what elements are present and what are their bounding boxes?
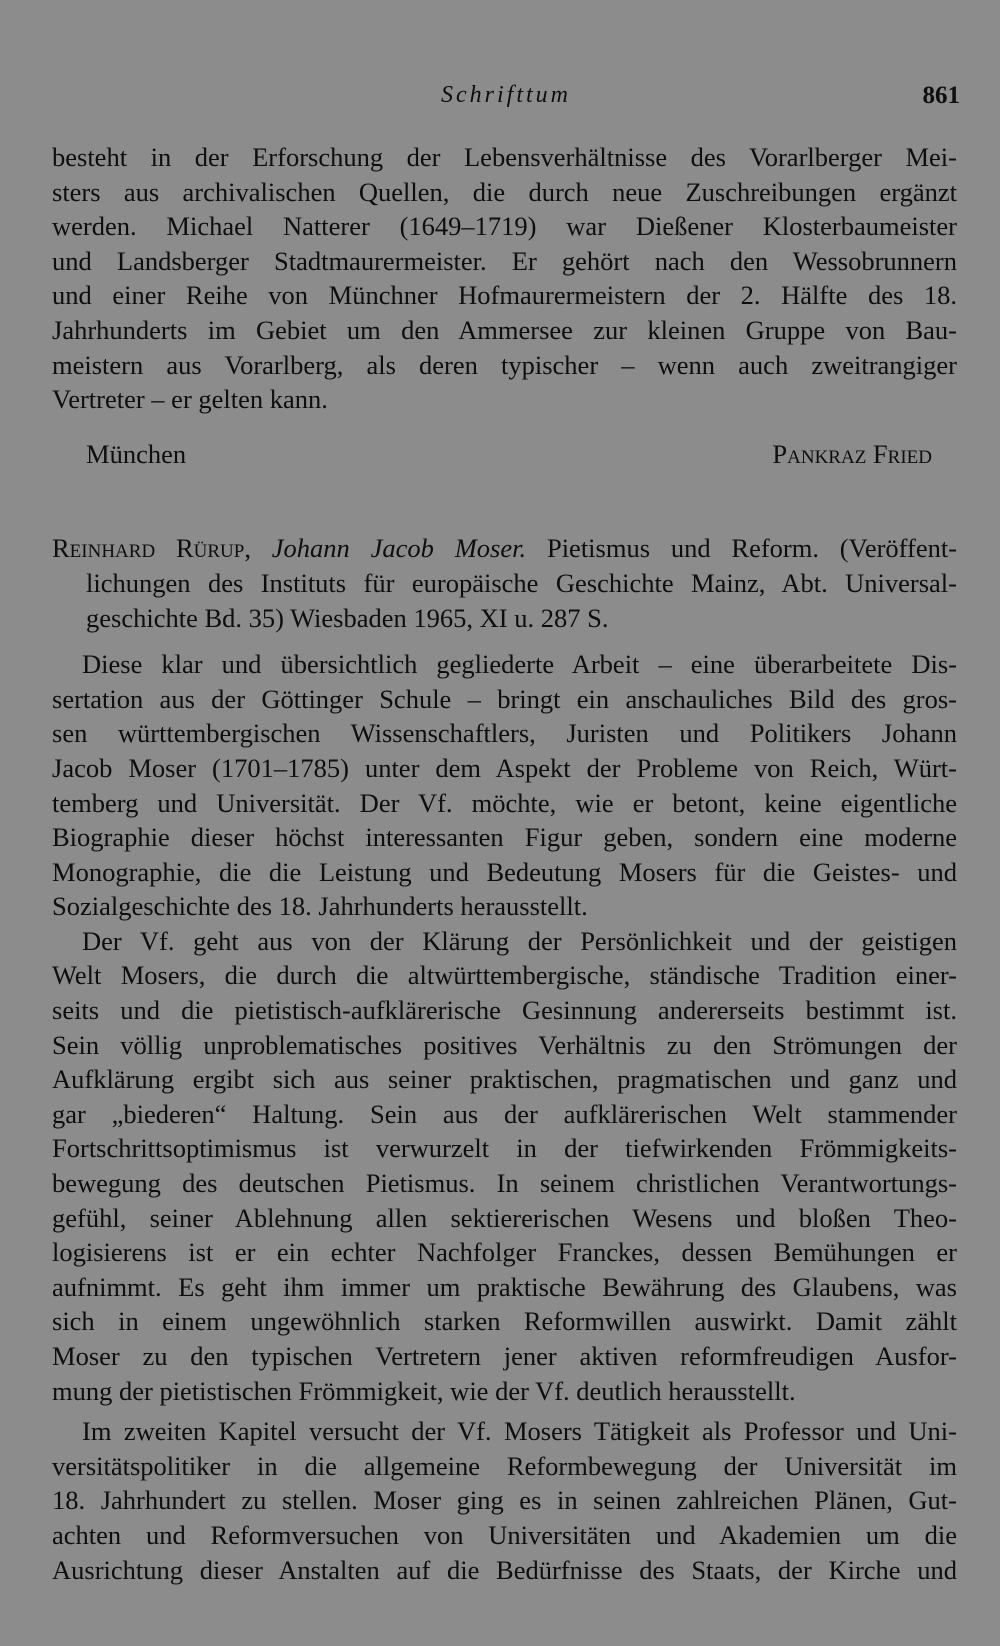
text-line: Im zweiten Kapitel versucht der Vf. Mosers Tätigkeit als Professor und Uni-: [82, 1416, 957, 1447]
text-line: logisierens ist er ein echter Nachfolger Franckes, dessen Bemühungen er: [52, 1237, 957, 1268]
review-heading: [52, 531, 957, 635]
text-line: Fortschrittsoptimismus ist verwurzelt in der tiefwirkenden Frömmigkeits-: [52, 1133, 957, 1164]
page-header: [52, 82, 960, 116]
text-line: Biographie dieser höchst interessanten Figur geben, sondern eine moderne: [52, 822, 957, 853]
text-line: sertation aus der Göttinger Schule – bringt ein anschauliches Bild des gros-: [52, 683, 957, 714]
review-paragraph-3: [52, 1414, 957, 1587]
text-line: achten und Reformversuchen von Universitäten und Akademien um die: [52, 1519, 957, 1550]
review-paragraph-1: [52, 647, 957, 924]
text-line: sich in einem ungewöhnlich starken Reformwillen auswirkt. Damit zählt: [52, 1306, 957, 1337]
text-line: mung der pietistischen Frömmigkeit, wie der Vf. deutlich herausstellt.: [52, 1375, 796, 1406]
text-line: seits und die pietistisch-aufklärerische Gesinnung andererseits bestimmt ist.: [52, 995, 957, 1026]
heading-line: geschichte Bd. 35) Wiesbaden 1965, XI u. 287 S.: [86, 602, 609, 633]
text-line: werden. Michael Natterer (1649–1719) war Dießener Klosterbaumeister: [52, 211, 957, 242]
text-line: Der Vf. geht aus von der Klärung der Persönlichkeit und der geistigen: [82, 925, 957, 956]
text-line: und einer Reihe von Münchner Hofmaurermeistern der 2. Hälfte des 18.: [52, 280, 957, 311]
page-content: [52, 140, 957, 1587]
carryover-paragraph: [52, 140, 957, 417]
text-line: versitätspolitiker in die allgemeine Reformbewegung der Universität im: [52, 1450, 957, 1481]
text-line: Jacob Moser (1701–1785) unter dem Aspekt der Probleme von Reich, Würt-: [52, 752, 957, 783]
heading-line: lichungen des Instituts für europäische Geschichte Mainz, Abt. Universal-: [86, 567, 957, 598]
text-line: besteht in der Erforschung der Lebensverhältnisse des Vorarlberger Mei-: [52, 142, 957, 172]
text-line: Vertreter – er gelten kann.: [52, 384, 328, 415]
heading-line: [52, 531, 957, 566]
text-line: Moser zu den typischen Vertretern jener aktiven reformfreudigen Ausfor-: [52, 1341, 957, 1371]
text-line: Aufklärung ergibt sich aus seiner praktischen, pragmatischen und ganz und: [52, 1064, 957, 1095]
signature-author: Pankraz Fried: [772, 438, 932, 469]
text-line: sen württembergischen Wissenschaftlers, Juristen und Politikers Johann: [52, 718, 957, 749]
text-line: bewegung des deutschen Pietismus. In seinem christlichen Verantwortungs-: [52, 1168, 957, 1199]
reviewer-signature: [86, 437, 932, 472]
text-line: temberg und Universität. Der Vf. möchte, wie er betont, keine eigentliche: [52, 787, 957, 818]
review-subtitle: Pietismus und Reform. (Veröffent-: [546, 533, 958, 564]
text-line: meistern aus Vorarlberg, als deren typischer – wenn auch zweitrangiger: [52, 349, 957, 380]
text-line: aufnimmt. Es geht ihm immer um praktische Bewährung des Glaubens, was: [52, 1271, 957, 1302]
text-line: Diese klar und übersichtlich gegliederte Arbeit – eine überarbeitete Dis-: [82, 649, 957, 680]
text-line: Ausrichtung dieser Anstalten auf die Bedürfnisse des Staats, der Kirche und: [52, 1554, 957, 1585]
text-line: Welt Mosers, die durch die altwürttembergische, ständische Tradition einer-: [52, 960, 957, 991]
text-line: Monographie, die die Leistung und Bedeutung Mosers für die Geistes- und: [52, 856, 957, 887]
text-line: Sein völlig unproblematisches positives Verhältnis zu den Strömungen der: [52, 1029, 957, 1060]
text-line: gefühl, seiner Ablehnung allen sektiererischen Wesens und bloßen Theo-: [52, 1202, 957, 1233]
text-line: und Landsberger Stadtmaurermeister. Er gehört nach den Wessobrunnern: [52, 245, 957, 276]
text-line: gar „biederen“ Haltung. Sein aus der aufklärerischen Welt stammender: [52, 1098, 957, 1129]
text-line: sters aus archivalischen Quellen, die durch neue Zuschreibungen ergänzt: [52, 176, 957, 207]
text-line: Jahrhunderts im Gebiet um den Ammersee zur kleinen Gruppe von Bau-: [52, 314, 957, 345]
review-paragraph-2: [52, 924, 957, 1408]
page-number: 861: [922, 82, 960, 109]
text-line: Sozialgeschichte des 18. Jahrhunderts herausstellt.: [52, 891, 588, 922]
review-book-title: Johann Jacob Moser.: [271, 533, 527, 564]
text-line: 18. Jahrhundert zu stellen. Moser ging es in seinen zahlreichen Plänen, Gut-: [52, 1485, 957, 1516]
review-author: Reinhard Rürup,: [52, 533, 251, 564]
signature-place: München: [86, 438, 187, 469]
running-title: Schrifttum: [441, 82, 571, 108]
